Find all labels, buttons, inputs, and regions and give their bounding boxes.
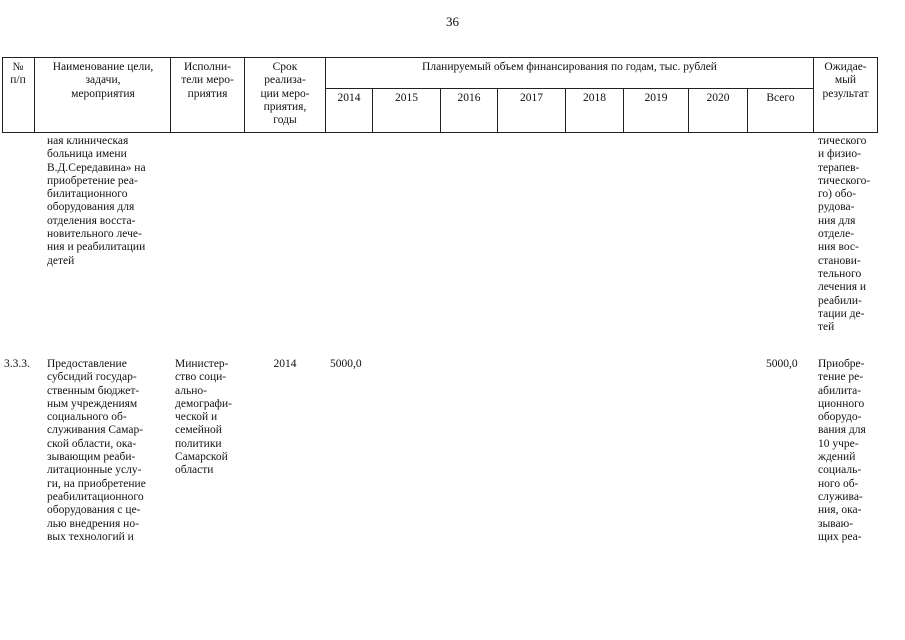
years-divider (325, 88, 813, 89)
year-2017: 2017 (520, 92, 543, 104)
row-name: ная клиническая больница имени В.Д.Середавина» на приобретение реа- билитационного оборудования для отделения восста- новительного лече- ния и реабилитации детей (47, 135, 146, 267)
header-executors: Исполни- тели меро- приятия (181, 61, 234, 100)
year-2019: 2019 (644, 92, 668, 104)
header-funding: Планируемый объем финансирования по годам, тыс. рублей (422, 61, 717, 73)
row-executors: Министер- ство соци- ально- демографи- ческой и семейной политики Самарской области (175, 358, 232, 477)
header-term: Срок реализа- ции меро- приятия, годы (260, 61, 310, 127)
page-number: 36 (446, 14, 459, 29)
row-name: Предоставление субсидий государ- ственным бюджет- ным учреждениям социального об- служивания Самар- ской области, ока- зывающим реаби- литационные услу- ги, на приобретение реабилитационного оборудования с це- лью внедрения но- вых технологий и (47, 358, 146, 543)
year-2015: 2015 (395, 92, 418, 104)
header-num: № п/п (10, 61, 26, 87)
row-value-total: 5000,0 (766, 358, 798, 370)
col-line (34, 57, 35, 133)
row-num: 3.3.3. (4, 358, 30, 370)
header-name: Наименование цели, задачи, мероприятия (52, 61, 154, 100)
year-2018: 2018 (583, 92, 606, 104)
col-line (877, 57, 878, 133)
year-2014: 2014 (337, 92, 361, 104)
row-result: тического и физио- терапев- тического- го) обо- рудова- ния для отделе- ния вос- станови- тельного лечения и реабили- тации де- тей (818, 135, 871, 334)
row-result: Приобре- тение ре- абилита- ционного оборудо- вания для 10 учре- ждений социаль- ного об- служива- ния, ока- зываю- щих реа- (818, 358, 866, 543)
header-result: Ожидае- мый результат (822, 61, 869, 100)
year-2016: 2016 (457, 92, 481, 104)
year-total: Всего (766, 92, 795, 104)
table-top-border (2, 57, 877, 58)
year-2020: 2020 (706, 92, 730, 104)
row-value-2014: 5000,0 (330, 358, 362, 370)
row-term: 2014 (273, 358, 297, 370)
